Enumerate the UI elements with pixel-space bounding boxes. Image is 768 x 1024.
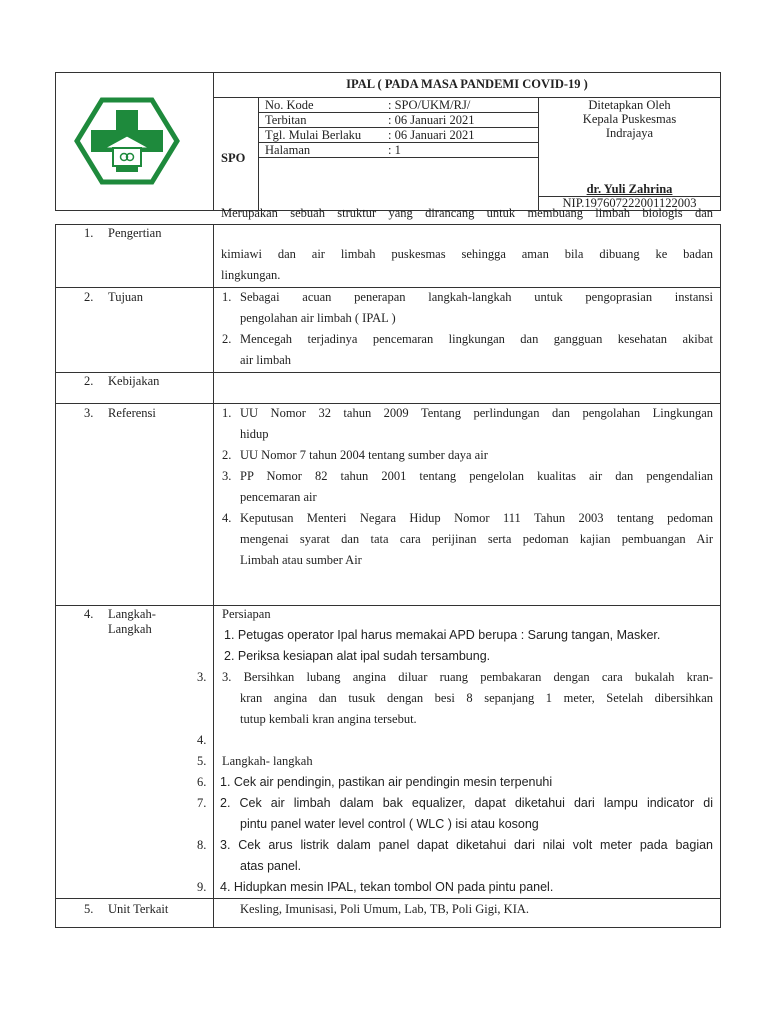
row-label: Referensi	[108, 406, 156, 420]
persiapan-step3-line3: tutup kembali kran angina tersebut.	[240, 712, 417, 726]
persiapan-step3-line1: 3. Bersihkan lubang angina diluar ruang pembakaran dengan cara bukalah kran-	[222, 670, 713, 684]
list-number: 4.	[222, 511, 232, 525]
field-label-tgl-mulai: Tgl. Mulai Berlaku	[265, 128, 362, 142]
field-label-halaman: Halaman	[265, 143, 311, 157]
persiapan-step1: 1. Petugas operator Ipal harus memakai APD berupa : Sarung tangan, Masker.	[224, 628, 661, 642]
referensi-item3-line2: pencemaran air	[240, 490, 317, 504]
referensi-item1-line2: hidup	[240, 427, 269, 441]
referensi-item4-line1: Keputusan Menteri Negara Hidup Nomor 111 Tahun 2003 tentang pedoman	[240, 511, 713, 525]
approval-line3: Indrajaya	[605, 126, 654, 140]
tujuan-item1-line2: pengolahan air limbah ( IPAL )	[240, 311, 396, 325]
langkah-step4: 4. Hidupkan mesin IPAL, tekan tombol ON pada pintu panel.	[220, 880, 554, 894]
referensi-item3-line1: PP Nomor 82 tahun 2001 tentang pengelolan kualitas air dan pengendalian	[240, 469, 713, 483]
left-number: 4.	[197, 733, 207, 747]
field-value-tgl-mulai: : 06 Januari 2021	[388, 128, 475, 142]
spo-label: SPO	[221, 151, 246, 165]
row-number: 3.	[84, 406, 94, 420]
list-number: 2.	[222, 332, 232, 346]
referensi-item4-line2: mengenai syarat dan tata cara perijinan serta pedoman kajian pembuangan Air	[240, 532, 713, 546]
row-number: 4.	[84, 607, 94, 621]
field-value-terbitan: : 06 Januari 2021	[388, 113, 475, 127]
row-number: 2.	[84, 374, 94, 388]
approval-name: dr. Yuli Zahrina	[586, 182, 673, 196]
langkah-step3-line1: 3. Cek arus listrik dalam panel dapat diketahui dari nilai volt meter pada bagian	[220, 838, 713, 852]
row-label: Pengertian	[108, 226, 162, 240]
referensi-item4-line3: Limbah atau sumber Air	[240, 553, 362, 567]
left-number: 3.	[197, 670, 207, 684]
left-number: 7.	[197, 796, 207, 810]
row-label: Kebijakan	[108, 374, 160, 388]
row-number: 5.	[84, 902, 94, 916]
row-number: 1.	[84, 226, 94, 240]
langkah-step3-line2: atas panel.	[240, 859, 302, 873]
persiapan-step3-line2: kran angina dan tusuk dengan besi 8 sepanjang 1 meter, Setelah dibersihkan	[240, 691, 713, 705]
left-number: 8.	[197, 838, 207, 852]
list-number: 1.	[222, 290, 232, 304]
left-number: 9.	[197, 880, 207, 894]
approval-line1: Ditetapkan Oleh	[588, 98, 671, 112]
row-label-line2: Langkah	[108, 622, 152, 636]
list-number: 3.	[222, 469, 232, 483]
row-label-line1: Langkah-	[108, 607, 156, 621]
tujuan-item2-line1: Mencegah terjadinya pencemaran lingkungan dan gangguan kesehatan akibat	[240, 332, 713, 346]
tujuan-item2-line2: air limbah	[240, 353, 292, 367]
row-number: 2.	[84, 290, 94, 304]
tujuan-item1-line1: Sebagai acuan penerapan langkah-langkah untuk pengoprasian instansi	[240, 290, 713, 304]
field-label-terbitan: Terbitan	[265, 113, 307, 127]
pengertian-line3: lingkungan.	[221, 268, 281, 282]
pengertian-line2: kimiawi dan air limbah puskesmas sehingga aman bila dibuang ke badan	[221, 247, 713, 261]
approval-nip: NIP.197607222001122003	[562, 196, 697, 210]
list-number: 2.	[222, 448, 232, 462]
row-label: Unit Terkait	[108, 902, 169, 916]
referensi-item1-line1: UU Nomor 32 tahun 2009 Tentang perlindungan dan pengolahan Lingkungan	[240, 406, 713, 420]
field-value-halaman: : 1	[388, 143, 401, 157]
puskesmas-logo-icon	[73, 96, 181, 186]
persiapan-title: Persiapan	[222, 607, 271, 621]
langkah-step1: 1. Cek air pendingin, pastikan air pendingin mesin terpenuhi	[220, 775, 553, 789]
field-value-no-kode: : SPO/UKM/RJ/	[388, 98, 471, 112]
referensi-item2-line1: UU Nomor 7 tahun 2004 tentang sumber daya air	[240, 448, 488, 462]
unit-terkait-value: Kesling, Imunisasi, Poli Umum, Lab, TB, Poli Gigi, KIA.	[240, 902, 530, 916]
left-number: 5.	[197, 754, 207, 768]
persiapan-step2: 2. Periksa kesiapan alat ipal sudah tersambung.	[224, 649, 491, 663]
approval-line2: Kepala Puskesmas	[582, 112, 677, 126]
langkah-step2-line1: 2. Cek air limbah dalam bak equalizer, dapat diketahui dari lampu indicator di	[220, 796, 713, 810]
pengertian-line1: Merupakan sebuah struktur yang dirancang untuk membuang limbah biologis dan	[221, 206, 713, 220]
langkah-title: Langkah- langkah	[222, 754, 313, 768]
list-number: 1.	[222, 406, 232, 420]
left-number: 6.	[197, 775, 207, 789]
langkah-step2-line2: pintu panel water level control ( WLC ) isi atau kosong	[240, 817, 539, 831]
document-title: IPAL ( PADA MASA PANDEMI COVID-19 )	[346, 77, 588, 91]
field-label-no-kode: No. Kode	[265, 98, 314, 112]
row-label: Tujuan	[108, 290, 143, 304]
